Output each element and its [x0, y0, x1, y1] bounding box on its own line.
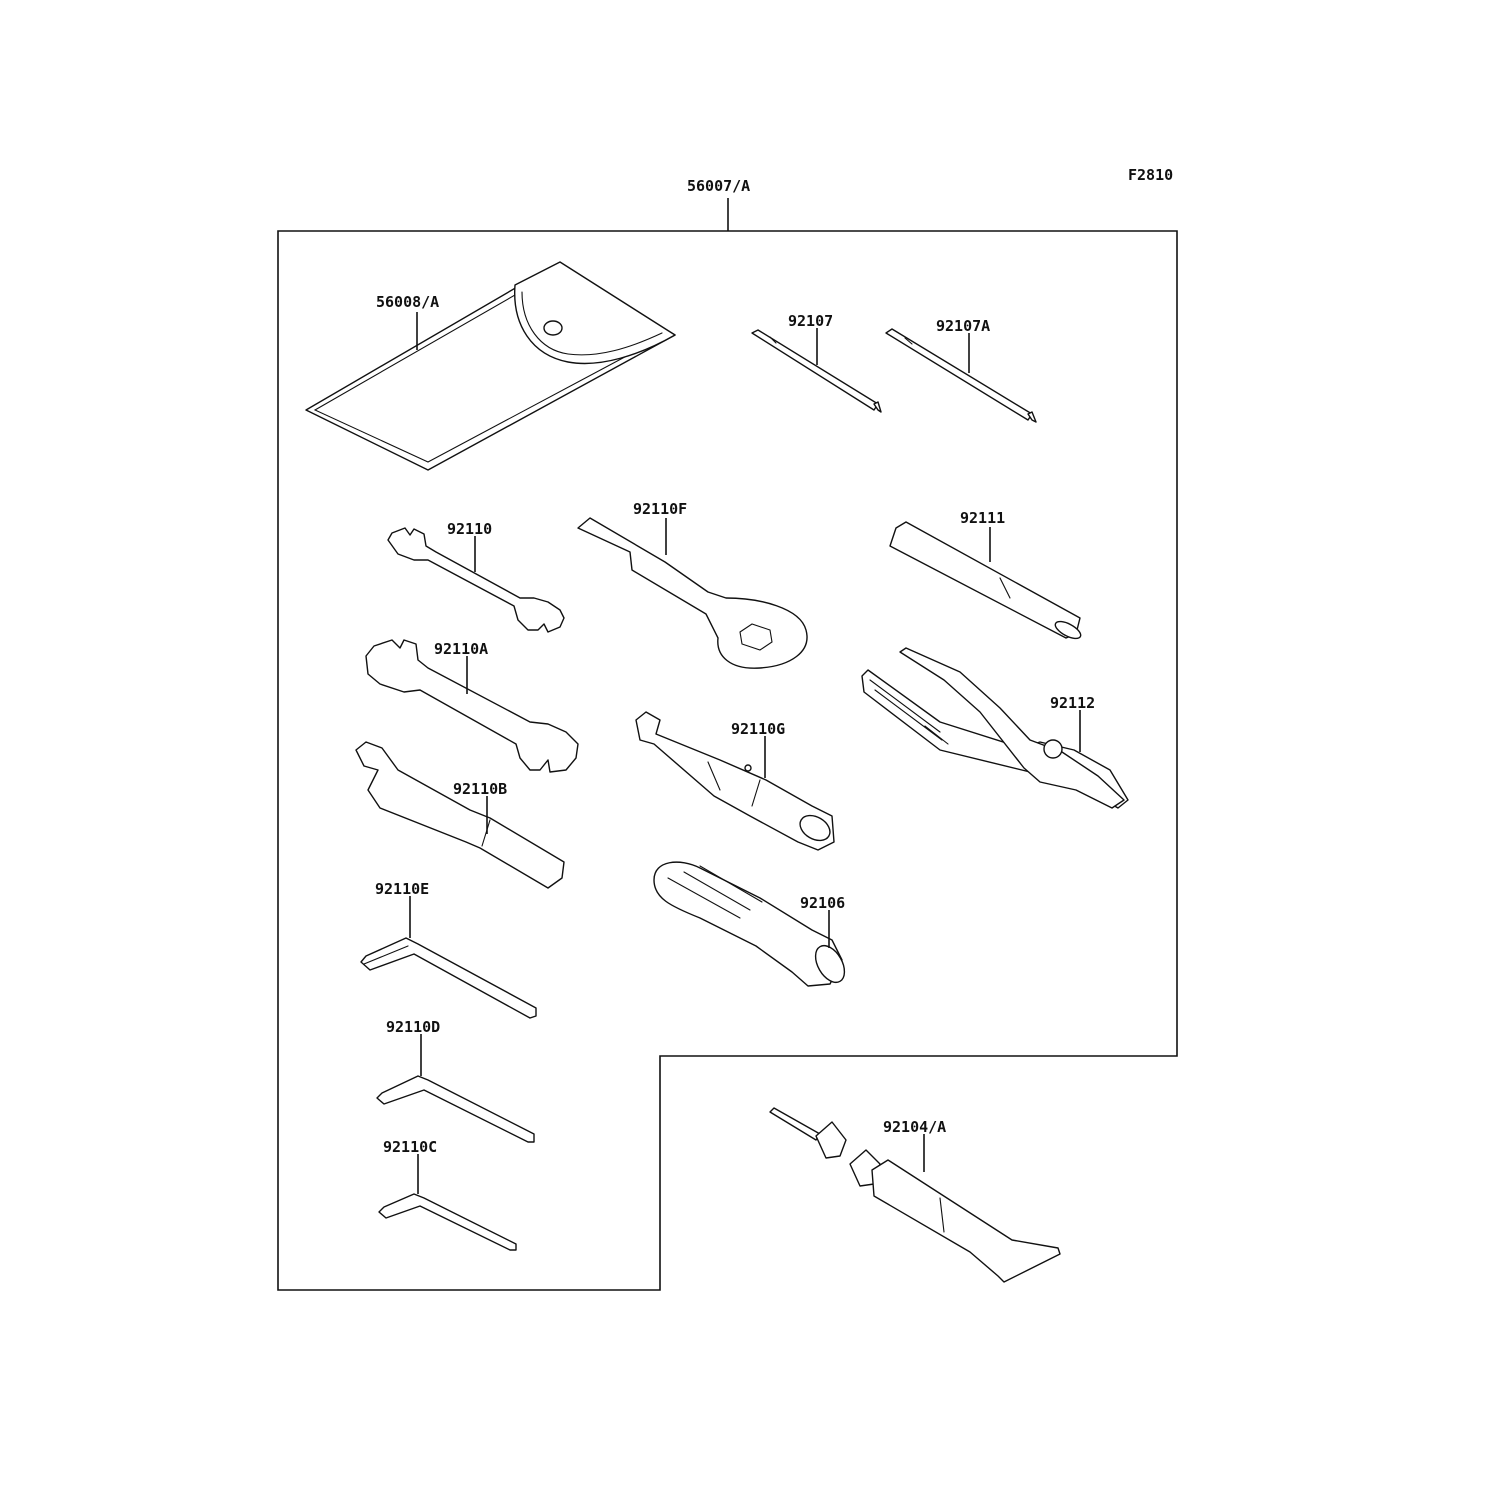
part-label-92107[interactable]: 92107 [788, 312, 834, 330]
part-label-92112[interactable]: 92112 [1050, 694, 1096, 712]
screwdriver-bit-92107A[interactable] [886, 329, 1036, 422]
part-label-92111[interactable]: 92111 [960, 509, 1006, 527]
hex-key-92110E[interactable] [361, 938, 536, 1018]
box-wrench-92110F[interactable] [578, 518, 807, 668]
hex-key-92110D[interactable] [377, 1076, 534, 1142]
part-label-92110E[interactable]: 92110E [375, 880, 430, 898]
part-label-92104A[interactable]: 92104/A [883, 1118, 947, 1136]
part-label-56008A[interactable]: 56008/A [376, 293, 440, 311]
screwdriver-handle-92106[interactable] [654, 862, 850, 987]
extension-tube-92111[interactable] [890, 522, 1083, 642]
part-label-92110D[interactable]: 92110D [386, 1018, 441, 1036]
open-end-wrench-92110[interactable] [388, 528, 564, 632]
part-label-92110B[interactable]: 92110B [453, 780, 508, 798]
hex-key-92110C[interactable] [379, 1194, 516, 1250]
part-label-92110C[interactable]: 92110C [383, 1138, 438, 1156]
part-label-92107A[interactable]: 92107A [936, 317, 991, 335]
part-label-92106[interactable]: 92106 [800, 894, 846, 912]
part-label-92110A[interactable]: 92110A [434, 640, 489, 658]
part-label-92110F[interactable]: 92110F [633, 500, 688, 518]
pliers-92112[interactable] [862, 648, 1128, 808]
tool-bag-56008A[interactable] [306, 262, 675, 470]
figure-code: F2810 [1128, 166, 1174, 184]
assembly-label: 56007/A [687, 177, 751, 195]
open-end-wrench-92110A[interactable] [366, 640, 578, 772]
part-label-92110[interactable]: 92110 [447, 520, 493, 538]
part-label-92110G[interactable]: 92110G [731, 720, 786, 738]
